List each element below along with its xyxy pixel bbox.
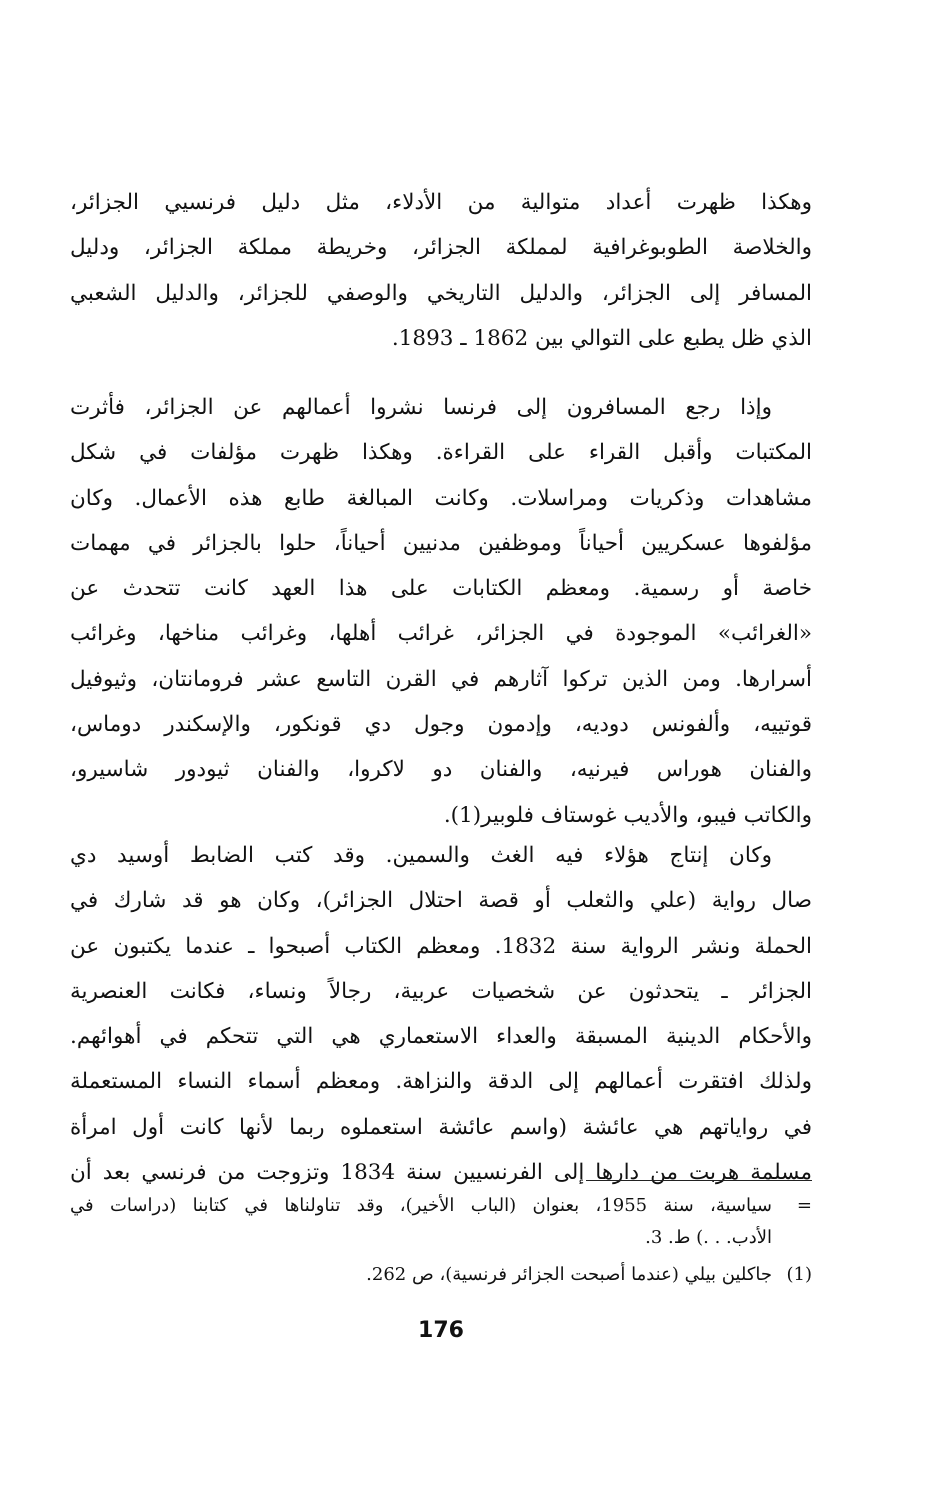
paragraph-line: الذي ظل يطبع على التوالي بين 1862 ـ 1893.	[391, 325, 812, 351]
paragraph-line: قوتييه، وألفونس دوديه، وإدمون وجول دي قونكور، والإسكندر دوماس،	[70, 712, 812, 738]
paragraph-line: في رواياتهم هي عائشة (واسم عائشة استعملوه ربما لأنها كانت أول امرأة	[70, 1114, 812, 1140]
paragraph-line: المكتبات وأقبل القراء على القراءة. وهكذا ظهرت مؤلفات في شكل	[70, 440, 812, 466]
paragraph-line: ولذلك افتقرت أعمالهم إلى الدقة والنزاهة. ومعظم أسماء النساء المستعملة	[70, 1069, 812, 1095]
paragraph-line: خاصة أو رسمية. ومعظم الكتابات على هذا العهد كانت تتحدث عن	[70, 576, 812, 602]
paragraph-line: والخلاصة الطوبوغرافية لمملكة الجزائر، وخريطة مملكة الجزائر، ودليل	[70, 235, 812, 261]
paragraph-line: وهكذا ظهرت أعداد متوالية من الأدلاء، مثل دليل فرنسيي الجزائر،	[70, 190, 812, 215]
footnote-line: سياسية، سنة 1955، بعنوان (الباب الأخير)، وقد تناولناها في كتابنا (دراسات في	[70, 1195, 772, 1216]
paragraph-line: المسافر إلى الجزائر، والدليل التاريخي والوصفي للجزائر، والدليل الشعبي	[70, 280, 812, 306]
paragraph-1	[70, 180, 812, 361]
footnote-line: الأدب. . .) ط. 3.	[645, 1227, 772, 1248]
paragraph-line: مؤلفوها عسكريين أحياناً وموظفين مدنيين أحياناً، حلوا بالجزائر في مهمات	[70, 530, 812, 556]
footnote-divider	[586, 1180, 812, 1181]
paragraph-line: صال رواية (علي والثعلب أو قصة احتلال الجزائر)، وكان هو قد شارك في	[70, 888, 812, 914]
paragraph-line: أسرارها. ومن الذين تركوا آثارهم في القرن التاسع عشر فرومانتان، وثيوفيل	[70, 666, 812, 692]
paragraph-line: مسلمة هربت من دارها إلى الفرنسيين سنة 1834 وتزوجت من فرنسي بعد أن	[70, 1160, 812, 1186]
footnote-marker: (1)	[786, 1264, 812, 1285]
footnote-1	[70, 1259, 812, 1291]
paragraph-line: والأحكام الدينية المسبقة والعداء الاستعماري هي التي تتحكم في أهوائهم.	[70, 1024, 812, 1050]
paragraph-line: وكان إنتاج هؤلاء فيه الغث والسمين. وقد كتب الضابط أوسيد دي	[70, 843, 772, 868]
paragraph-line: «الغرائب» الموجودة في الجزائر، غرائب أهلها، وغرائب مناخها، وغرائب	[70, 621, 812, 647]
paragraph-line: وإذا رجع المسافرون إلى فرنسا نشروا أعمالهم عن الجزائر، فأثرت	[70, 395, 772, 420]
paragraph-line: مشاهدات وذكريات ومراسلات. وكانت المبالغة طابع هذه الأعمال. وكان	[70, 485, 812, 511]
footnote-continuation-marker: =	[796, 1195, 812, 1216]
page-number: 176	[418, 1318, 464, 1343]
paragraph-line: والكاتب فيبو، والأديب غوستاف فلوبير(1).	[443, 802, 812, 828]
paragraph-2	[70, 385, 812, 838]
paragraph-line: الجزائر ـ يتحدثون عن شخصيات عربية، رجالاً ونساء، فكانت العنصرية	[70, 978, 812, 1004]
paragraph-line: الحملة ونشر الرواية سنة 1832. ومعظم الكتاب أصبحوا ـ عندما يكتبون عن	[70, 933, 812, 959]
paragraph-line: والفنان هوراس فيرنيه، والفنان دو لاكروا، والفنان ثيودور شاسيرو،	[70, 757, 812, 783]
footnote-text: جاكلين بيلي (عندما أصبحت الجزائر فرنسية)، ص 262.	[366, 1264, 772, 1285]
book-page	[70, 0, 812, 1489]
footnote-continuation	[70, 1190, 812, 1254]
paragraph-3	[70, 833, 812, 1195]
